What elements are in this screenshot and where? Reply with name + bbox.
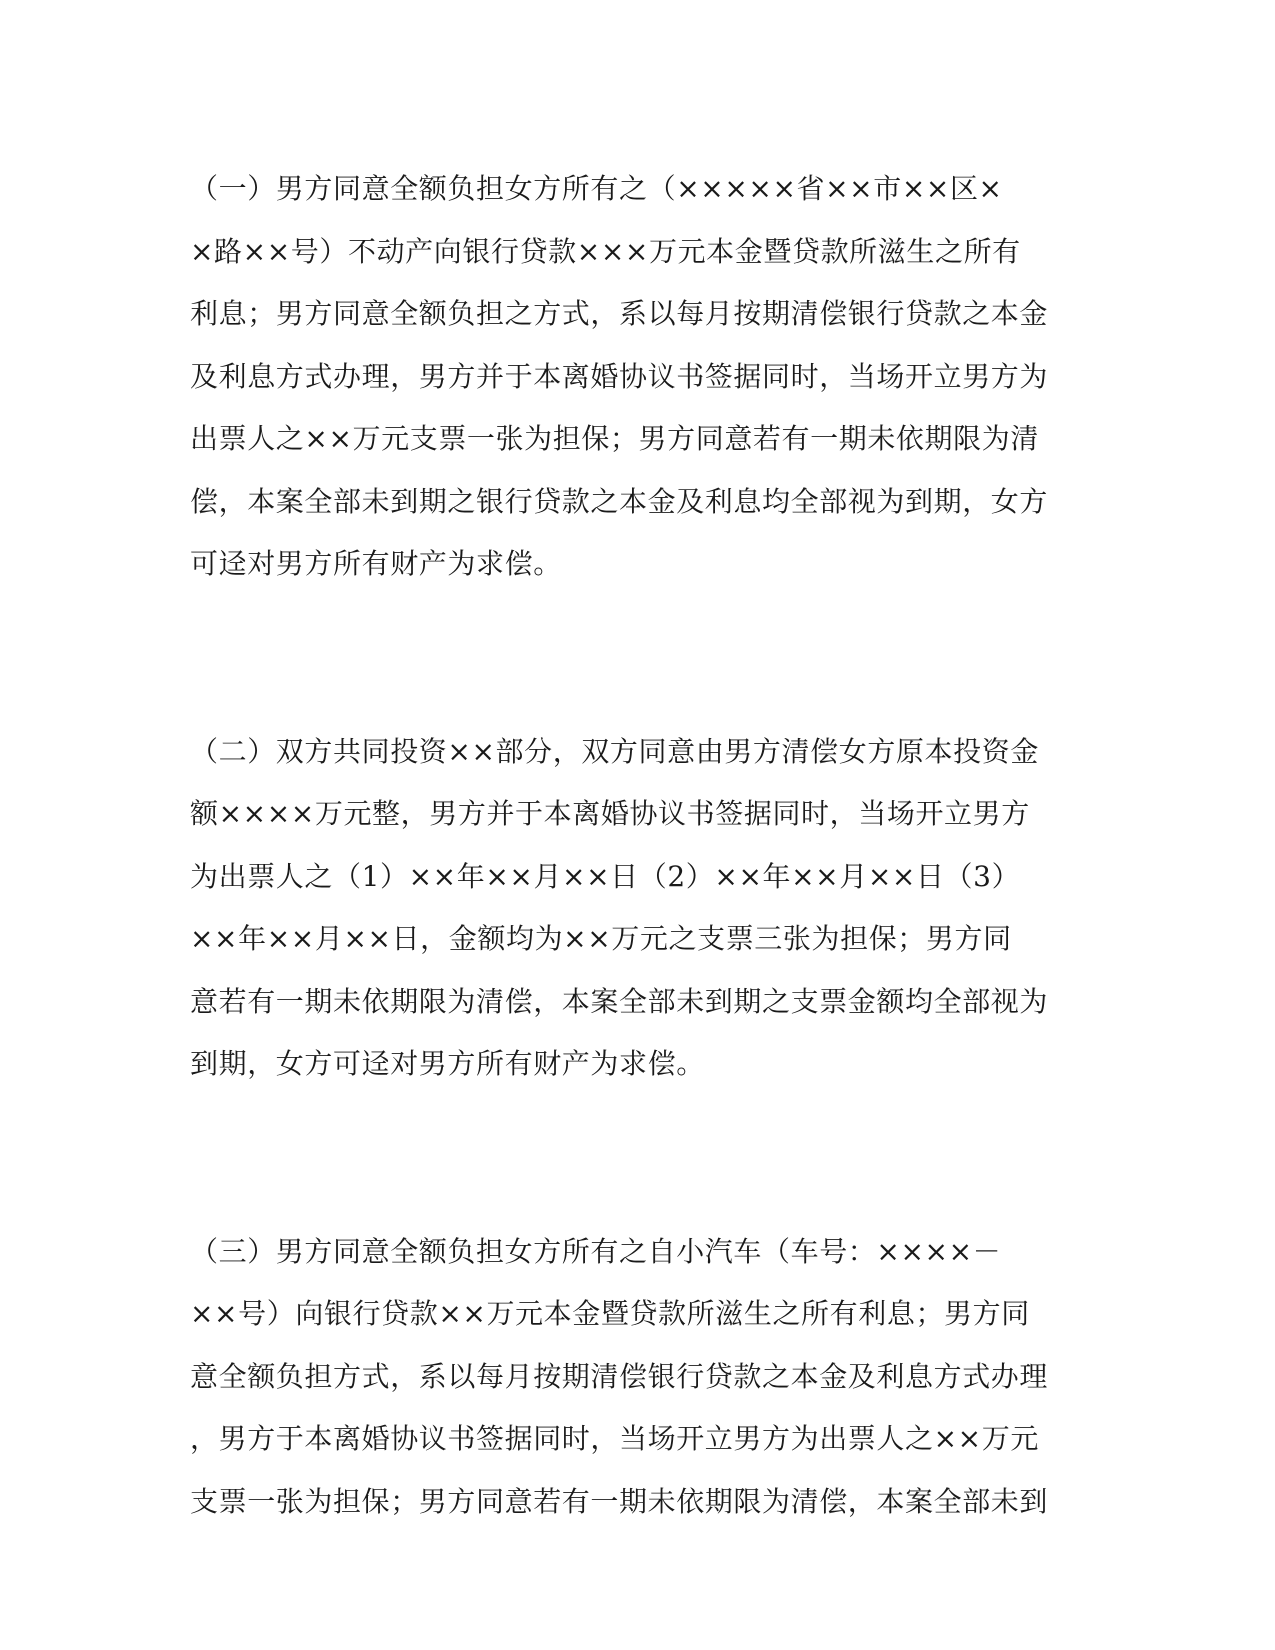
text-line: 出票人之××万元支票一张为担保；男方同意若有一期未依期限为清	[190, 422, 1039, 455]
text-line: （一）男方同意全额负担女方所有之（×××××省××市××区×	[190, 172, 1003, 205]
text-line: 为出票人之（1）××年××月××日（2）××年××月××日（3）	[190, 859, 1021, 893]
text-line: 意若有一期未依期限为清偿，本案全部未到期之支票金额均全部视为	[190, 984, 1049, 1018]
text-line: 额××××万元整，男方并于本离婚协议书签据同时，当场开立男方	[190, 797, 1030, 830]
text-line: 可迳对男方所有财产为求偿。	[190, 547, 562, 580]
document-body	[190, 158, 1070, 1533]
text-line: ×路××号）不动产向银行贷款×××万元本金暨贷款所滋生之所有	[190, 234, 1021, 268]
text-line: 偿，本案全部未到期之银行贷款之本金及利息均全部视为到期，女方	[190, 484, 1049, 518]
text-line: ××年××月××日，金额均为××万元之支票三张为担保；男方同	[190, 922, 1012, 955]
paragraph-3	[190, 1221, 1070, 1534]
text-line: 利息；男方同意全额负担之方式，系以每月按期清偿银行贷款之本金	[190, 297, 1049, 330]
text-line: ××号）向银行贷款××万元本金暨贷款所滋生之所有利息；男方同	[190, 1297, 1030, 1330]
text-line: 支票一张为担保；男方同意若有一期未依期限为清偿，本案全部未到	[190, 1484, 1049, 1518]
text-line: 意全额负担方式，系以每月按期清偿银行贷款之本金及利息方式办理	[190, 1359, 1049, 1393]
text-line: （三）男方同意全额负担女方所有之自小汽车（车号：××××－	[190, 1234, 1002, 1268]
text-line: ，男方于本离婚协议书签据同时，当场开立男方为出票人之××万元	[190, 1422, 1039, 1455]
paragraph-2	[190, 721, 1070, 1096]
text-line: 及利息方式办理，男方并于本离婚协议书签据同时，当场开立男方为	[190, 359, 1049, 393]
text-line: （二）双方共同投资××部分，双方同意由男方清偿女方原本投资金	[190, 734, 1039, 768]
paragraph-1	[190, 158, 1070, 596]
text-line: 到期，女方可迳对男方所有财产为求偿。	[190, 1047, 705, 1080]
